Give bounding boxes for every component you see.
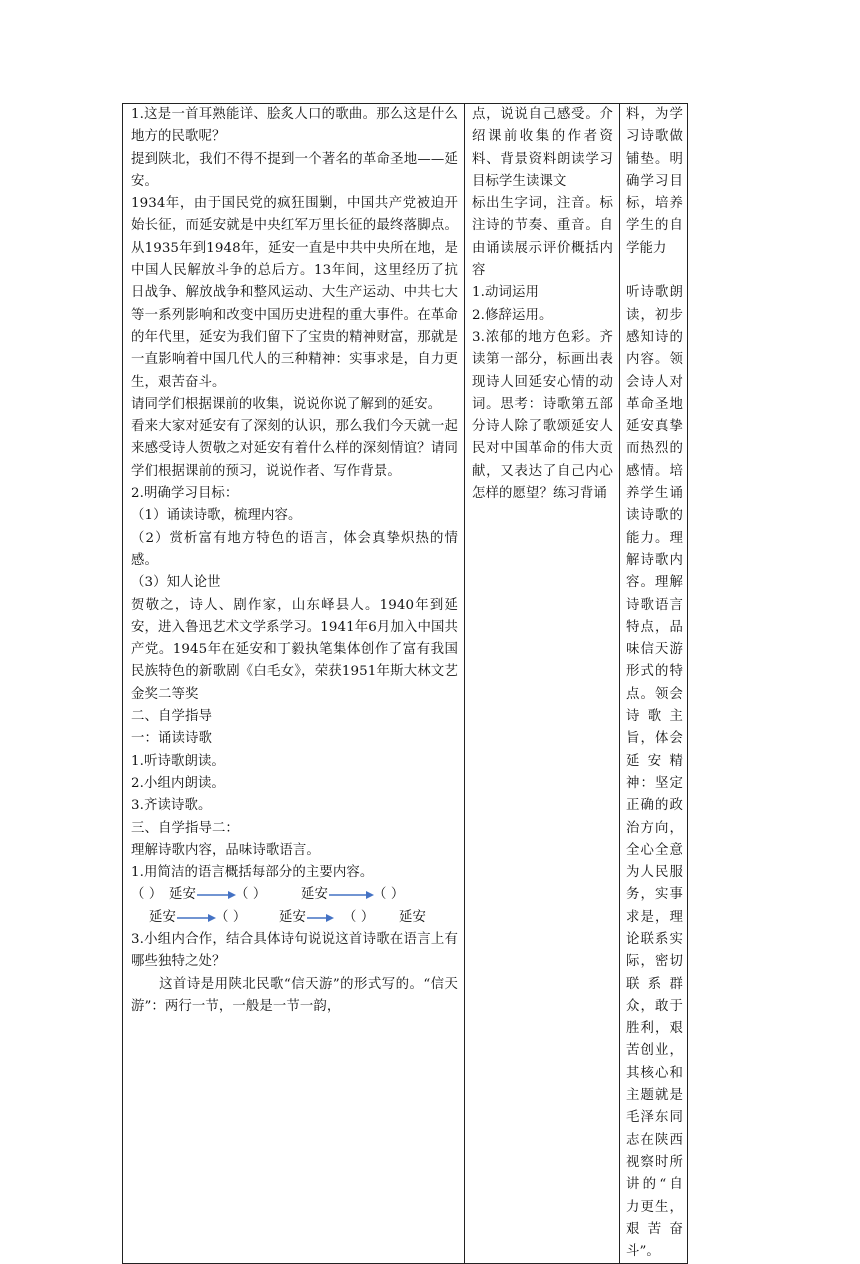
flow-node-yanan: 延安 — [301, 887, 328, 903]
author-bio: 贺敬之，诗人、剧作家，山东峄县人。1940年到延安，进入鲁迅艺术文学系学习。1941年6月加入中国共产党。1945年在延安和丁毅执笔集体创作了富有我国民族特色的新歌剧《白毛女》，荣获1951年斯大林文艺金奖二等奖 — [131, 597, 458, 702]
flow-blank: （ ） — [235, 887, 267, 903]
student-activity-text — [472, 104, 613, 505]
flow-node-yanan: 延安 — [279, 909, 306, 925]
flow-diagram-row-2 — [131, 907, 458, 929]
flow-blank: （ ） — [373, 887, 405, 903]
design-intent-cell — [620, 104, 688, 1264]
shaanbei-intro: 提到陕北，我们不得不提到一个著名的革命圣地——延安。 — [131, 151, 458, 189]
flow-arrow-icon — [197, 889, 237, 901]
flow-node-yanan: 延安 — [399, 909, 426, 925]
flow-arrow-icon — [307, 912, 335, 924]
step-listen: 1.听诗歌朗读。 — [131, 753, 225, 769]
flow-blank: （ ） — [215, 909, 247, 925]
intro-question: 1.这是一首耳熟能详、脍炙人口的歌曲。那么这是什么地方的民歌呢？ — [131, 107, 458, 145]
lesson-plan-table — [122, 103, 688, 1264]
student-activity-5: 3.浓郁的地方色彩。齐读第一部分，标画出表现诗人回延安心情的动词。思考：诗歌第五部分诗人除了歌颂延安人民对中国革命的伟大贡献，又表达了自己内心怎样的愿望？练习背诵 — [472, 329, 613, 502]
task-summarize: 1.用简洁的语言概括每部分的主要内容。 — [131, 865, 374, 881]
guide-1-heading: 一：诵读诗歌 — [131, 731, 212, 747]
section-3-heading: 三、自学指导二： — [131, 820, 239, 836]
design-intent-1: 料，为学习诗歌做铺垫。明确学习目标，培养学生的自学能力 — [626, 107, 683, 256]
guide-2-goal: 理解诗歌内容，品味诗歌语言。 — [131, 842, 320, 858]
table-row — [123, 104, 688, 1264]
yanan-prompt: 请同学们根据课前的收集，说说你说了解到的延安。 — [131, 396, 442, 412]
flow-blank: （ ） — [131, 887, 163, 903]
student-activity-3: 1.动词运用 — [472, 285, 539, 301]
goal-3: （3）知人论世 — [131, 575, 221, 591]
teacher-activity-text — [131, 104, 458, 1018]
section-2-heading: 二、自学指导 — [131, 709, 212, 725]
student-activity-cell — [465, 104, 620, 1264]
goal-2: （2）赏析富有地方特色的语言，体会真挚炽热的情感。 — [131, 530, 458, 568]
flow-arrow-icon — [329, 889, 375, 901]
goal-1: （1）诵读诗歌，梳理内容。 — [131, 508, 302, 524]
student-activity-4: 2.修辞运用。 — [472, 307, 553, 323]
flow-arrow-icon — [177, 912, 217, 924]
goals-heading: 2.明确学习目标： — [131, 486, 239, 502]
flow-diagram-row-1 — [131, 884, 458, 906]
flow-blank: （ ） — [343, 909, 375, 925]
design-intent-2: 听诗歌朗读，初步感知诗的内容。领会诗人对革命圣地延安真挚而热烈的感情。培养学生诵读诗歌的能力。理解诗歌内容。理解诗歌语言特点，品味信天游形式的特点。领会诗歌主旨，体会延安精神：坚定正确的政治方向，全心全意为人民服务，实事求是，理论联系实际，密切联系群众，敢于胜利，艰苦创业，其核心和主题就是毛泽东同志在陕西视察时所讲的“自力更生，艰苦奋斗”。 — [626, 285, 683, 1260]
yanan-history: 1934年，由于国民党的疯狂围剿，中国共产党被迫开始长征，而延安就是中央红军万里长征的最终落脚点。从1935年到1948年，延安一直是中共中央所在地，是中国人民解放斗争的总后方。13年间，这里经历了抗日战争、解放战争和整风运动、大生产运动、中共七大等一系列影响和改变中国历史进程的重大事件。在革命的年代里，延安为我们留下了宝贵的精神财富，那就是一直影响着中国几代人的三种精神：实事求是，自力更生，艰苦奋斗。 — [131, 196, 458, 390]
teacher-activity-cell — [123, 104, 465, 1264]
student-activity-1: 点，说说自己感受。介绍课前收集的作者资料、背景资料朗读学习目标学生读课文 — [472, 107, 613, 189]
step-chorus-read: 3.齐读诗歌。 — [131, 798, 212, 814]
task-language: 3.小组内合作，结合具体诗句说说这首诗歌在语言上有哪些独特之处？ — [131, 931, 458, 970]
author-prompt: 看来大家对延安有了深刻的认识，那么我们今天就一起来感受诗人贺敬之对延安有着什么样的深刻情谊？请同学们根据课前的预习，说说作者、写作背景。 — [131, 419, 458, 479]
flow-node-yanan: 延安 — [169, 887, 196, 903]
student-activity-2: 标出生字词，注音。标注诗的节奏、重音。自由诵读展示评价概括内容 — [472, 196, 613, 279]
xintianyou-explanation: 这首诗是用陕北民歌“信天游”的形式写的。“信天游”：两行一节，一般是一节一韵， — [131, 976, 458, 1014]
design-intent-text — [626, 104, 683, 1263]
flow-arrow-head — [326, 914, 334, 922]
step-group-read: 2.小组内朗读。 — [131, 775, 225, 791]
flow-node-yanan: 延安 — [149, 909, 176, 925]
